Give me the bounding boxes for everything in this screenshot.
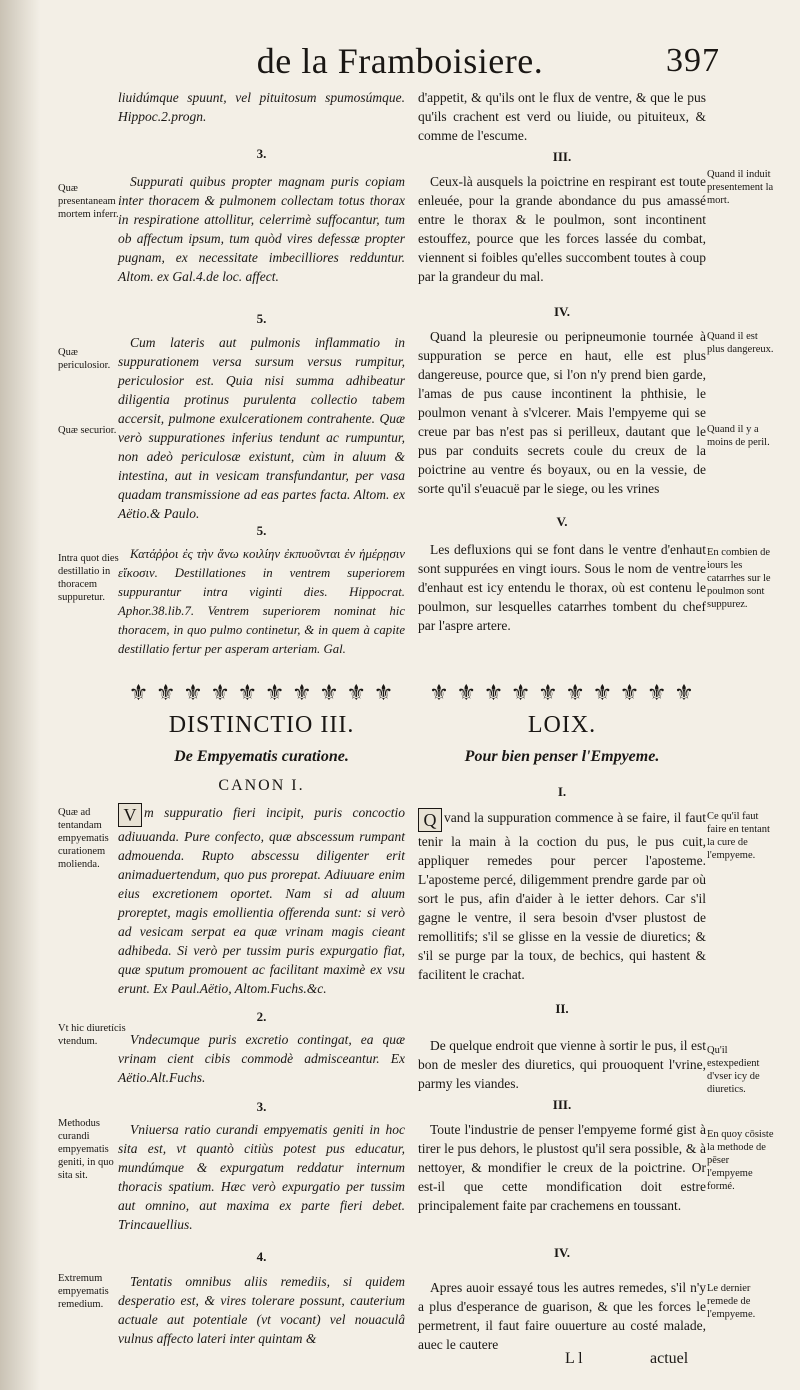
margin-note-left-8: Extremum empyematis remedium. (58, 1273, 109, 1310)
left-number-3b: 3. (256, 1099, 267, 1114)
right-number-4b: IV. (553, 1245, 571, 1260)
left-canon-4: Tentatis omnibus aliis remediis, si quidem desperatio est, & vires tolerare possunt, cauterium actuale aut potentiale (vt vocant) vel nouaculâ vulnus affecto lateri inter quintam & (118, 1274, 405, 1346)
right-intro: d'appetit, & qu'ils ont le flux de ventre, & que le pus qu'ils crachent est verd ou liuide, ou pituiteux, & comme de l'escume. (418, 90, 706, 143)
left-distinctio-subtitle: De Empyematis curatione. (174, 748, 349, 765)
left-ornament-band: ⚜ ⚜ ⚜ ⚜ ⚜ ⚜ ⚜ ⚜ ⚜ ⚜ (128, 680, 395, 705)
right-number-4: IV. (553, 304, 571, 319)
right-loi-1 (418, 808, 706, 984)
gutter-shadow (0, 0, 40, 1390)
left-para-5b: Κατάῤῥοι ἐς τὴν ἄνω κοιλίην ἐκπυοῦνται ἐν ἡμέρῃσιν εἴκοσιν. Destillationes in ventrem superiorem suppurantur intra viginti dies. Hippocrat. Aphor.38.lib.7. Ventrem superiorem nominat hic thoracem, in quo pulmo continetur, & in quem à capite destillatio fertur per asperam arteriam. Gal. (118, 547, 405, 656)
left-canon-3: Vniuersa ratio curandi empyematis geniti in hoc sita est, vt quantò citiùs potest pus educatur, mundúmque & expurgatum reddatur internum thoracis spatium. Hæc verò expurgatio per tussim aut omnino, aut maxima ex parte fieri debet. Trincauellius. (118, 1122, 405, 1232)
left-canon-2: Vndecumque puris excretio contingat, ea quæ vrinam cient cibis commodè admisceantur. Ex Aëtio.Alt.Fuchs. (118, 1032, 405, 1085)
right-number-1: I. (557, 784, 567, 799)
margin-note-left-1: Quæ presentaneam mortem inferr. (58, 183, 119, 220)
margin-note-right-5: Ce qu'il faut faire en tentant la cure de l'empyeme. (707, 811, 770, 861)
left-number-3: 3. (256, 146, 267, 161)
right-number-3: III. (552, 149, 572, 164)
margin-note-right-1: Quand il induit presentement la mort. (707, 169, 774, 206)
margin-note-left-3: Quæ securior. (58, 425, 117, 436)
left-distinctio-title: DISTINCTIO III. (168, 712, 355, 738)
right-ornament-band: ⚜ ⚜ ⚜ ⚜ ⚜ ⚜ ⚜ ⚜ ⚜ ⚜ (429, 680, 695, 705)
left-intro: liuidúmque spuunt, vel pituitosum spumosúmque. Hippoc.2.progn. (118, 90, 405, 124)
left-number-4: 4. (256, 1249, 267, 1264)
left-canon-1-text: m suppuratio fieri incipit, puris concoctio adiuuanda. Pure confecto, quæ abscessum rumpant admouenda. Rupto abscessu diligenter erit animaduertendum, quo pus prorepat. Adiuuare enim eius excretionem oportet. Nam si ad aluum proreptet, magis emollientia offerenda sunt: si verò ad vesicam serpat ea quæ vrinam magis cieant adhibeda. Si verò per tussim puris expurgatio fiat, quæ sputum promouent ac facilitant maximè ex vsu erunt. Ex Paul.Aëtio, Altom.Fuchs.&c. (118, 805, 405, 996)
signature-mark: L l (565, 1350, 583, 1367)
left-number-5a: 5. (256, 311, 267, 326)
dropcap-v: V (118, 803, 142, 827)
margin-note-right-6: Qu'il estexpedient d'vser icy de diuretics. (707, 1045, 760, 1095)
margin-note-right-2: Quand il est plus dangereux. (707, 331, 774, 355)
margin-note-left-7: Methodus curandi empyematis geniti, in quo sita sit. (58, 1118, 114, 1181)
margin-note-left-5: Quæ ad tentandam empyematis curationem molienda. (58, 807, 109, 870)
margin-note-right-7: En quoy cōsiste la methode de pēser l'empyeme formé. (707, 1129, 774, 1192)
margin-note-right-4: En combien de iours les catarrhes sur le poulmon sont suppurez. (707, 547, 771, 610)
right-loi-2: De quelque endroit que vienne à sortir le pus, il est bon de mesler des diuretics, qui prouoquent l'vrine, parmy les viandes. (418, 1038, 706, 1091)
margin-note-left-2: Quæ periculosior. (58, 347, 111, 371)
left-canon-heading: CANON I. (218, 777, 305, 794)
right-para-3: Ceux-là ausquels la poictrine en respirant est toute enleuée, pour la grande abondance du pus amassé entre le thorax & le poulmon, sont incontinent estouffez, pource que les forces lassée du combat, viennent si foibles qu'elles succombent toutes à coup par la grandeur du mal. (418, 174, 706, 284)
right-loi-1-text: vand la suppuration commence à se faire, il faut tenir la main à la coction du pus, le pus cuit, appliquer remedes pour percer l'aposteme. L'aposteme percé, diligemment prendre garde par où sort le pus, afin d'aider à le ietter dehors. Car s'il gagne le ventre, il sera besoin d'vser plustost de remollitifs; s'il se glisse en la vessie de diuretics; & s'il se purge par la toux, de bechics, qui hastent & facilitent le crachat. (418, 810, 706, 982)
right-number-5: V. (556, 514, 568, 529)
margin-note-left-6: Vt hic diuretícis vtendum. (58, 1023, 126, 1047)
page-number: 397 (666, 42, 720, 79)
left-para-3: Suppurati quibus propter magnam puris copiam inter thoracem & pulmonem collectam totus thorax in respiratione attollitur, celerrimè suffocantur, tum ob affectum ipsum, tum quòd vires defessæ propter pugnam, ex necessitate imbecilliores redduntur. Altom. ex Gal.4.de loc. affect. (118, 174, 405, 284)
right-number-3b: III. (552, 1097, 572, 1112)
right-para-5: Les defluxions qui se font dans le ventre d'enhaut sont suppurées en vingt iours. Sous le nom de ventre d'enhaut est icy entendu le thorax, où est contenu le poulmon, sur lesquelles catarrhes tombent du chef par l'aspre artere. (418, 542, 706, 633)
dropcap-q: Q (418, 808, 442, 832)
catchword: actuel (650, 1350, 689, 1367)
left-para-5a: Cum lateris aut pulmonis inflammatio in suppurationem versa sursum versus rumpitur, periculosior est. Quia nisi summa adhibeatur diligentia protinus purulenta collectio tabem accersit, pulmone exulcerationem contrahente. Quæ verò suppurationes inferius tendunt ac rumpuntur, non adeò periculosæ existunt, cùm in aluum & intestina, aut in vesicam transfundantur, per vasa quadam transmissione ad eas partes facta. Altom. ex Aëtio.& Paulo. (118, 335, 405, 521)
right-para-4: Quand la pleuresie ou peripneumonie tournée à suppuration se perce en haut, elle est plus dangereuse, pource que, si l'on n'y prend bien garde, l'amas de pus cause incontinent la phthisie, le poulmon venant à s'vlcerer. Mais l'empyeme qui se creue par bas n'est pas si perilleux, dautant que le pus par conduits secrets coule du creux de la poictrine au ventre és boyaux, ou en la vessie, de sorte qu'il s'euacuë par le siege, ou les vrines (418, 329, 706, 496)
right-loix-subtitle: Pour bien penser l'Empyeme. (464, 748, 660, 765)
right-number-2: II. (555, 1001, 569, 1016)
left-number-5b: 5. (256, 523, 267, 538)
right-loix-title: LOIX. (527, 712, 597, 738)
margin-note-right-3: Quand il y a moins de peril. (707, 424, 770, 448)
right-loi-4: Apres auoir essayé tous les autres remedes, s'il n'y a plus d'esperance de guarison, & que les forces le permetrent, il faut faire ouuerture au costé malade, auec le cautere (418, 1280, 706, 1352)
left-number-2: 2. (256, 1009, 267, 1024)
margin-note-right-8: Le dernier remede de l'empyeme. (707, 1283, 756, 1320)
margin-note-left-4: Intra quot dies destillatio in thoracem suppuretur. (58, 553, 119, 603)
right-loi-3: Toute l'industrie de penser l'empyeme formé gist à tirer le pus dehors, le plustost qu'il sera possible, & à nettoyer, & mondifier le creux de la poictrine. Or est-il que cette mondification doit estre principalement faite par crachemens en toussant. (418, 1122, 706, 1213)
running-head: de la Framboisiere. (256, 41, 544, 81)
left-canon-1 (118, 803, 405, 998)
